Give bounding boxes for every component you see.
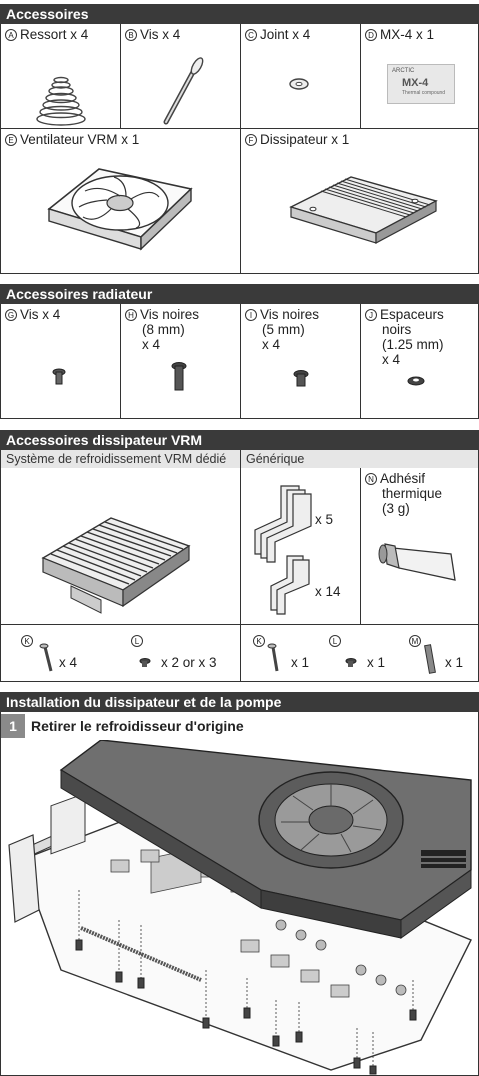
- qty-large: x 14: [315, 584, 341, 599]
- letter-badge: G: [5, 309, 17, 321]
- qty-k-left: x 4: [59, 655, 78, 670]
- short-screw-illustration: [1, 304, 121, 419]
- item-spring: [1, 24, 121, 129]
- letter-badge: E: [5, 134, 17, 146]
- letter-badge: H: [125, 309, 137, 321]
- qty-l-left: x 2 or x 3: [161, 655, 217, 670]
- step-title: Retirer le refroidisseur d'origine: [31, 718, 244, 734]
- item-heatsink: [241, 129, 478, 274]
- generic-label: Générique: [241, 450, 478, 468]
- section-header-vrm: Accessoires dissipateur VRM: [0, 430, 479, 450]
- item-label: Ventilateur VRM x 1: [20, 132, 140, 147]
- item-mx4: [361, 24, 478, 129]
- letter-badge: L: [329, 635, 341, 647]
- letter-badge: J: [365, 309, 377, 321]
- item-label: Vis x 4: [20, 307, 61, 322]
- item-size: (5 mm): [262, 322, 305, 337]
- vrm-grid: [0, 450, 479, 682]
- medium-black-screw-illustration: [241, 304, 361, 419]
- radiator-grid: [0, 304, 479, 419]
- letter-badge: F: [245, 134, 257, 146]
- qty-small: x 5: [315, 512, 334, 527]
- section-header-installation: Installation du dissipateur et de la pompe: [0, 692, 479, 712]
- letter-badge: D: [365, 29, 377, 41]
- item-label: Dissipateur x 1: [260, 132, 350, 147]
- vrm-screws-left-illustration: [1, 625, 241, 682]
- item-label: Espaceurs: [380, 307, 444, 322]
- item-label: Ressort x 4: [20, 27, 89, 42]
- mx4-packet: [387, 64, 455, 104]
- letter-badge: A: [5, 29, 17, 41]
- step-number: 1: [1, 714, 25, 738]
- item-label: Vis x 4: [140, 27, 181, 42]
- dedicated-vrm-label: Système de refroidissement VRM dédié: [1, 450, 241, 468]
- installation-panel: [0, 712, 479, 1076]
- item-thermal-adhesive: [361, 468, 478, 625]
- mx4-desc: Thermal compound: [402, 90, 446, 96]
- generic-thermal-pads: [241, 468, 361, 625]
- letter-badge: N: [365, 473, 377, 485]
- item-qty: x 4: [142, 337, 161, 352]
- item-label: Vis noires: [260, 307, 320, 322]
- fan-illustration: [1, 129, 241, 274]
- item-gasket: [241, 24, 361, 129]
- letter-badge: K: [253, 635, 265, 647]
- letter-badge: I: [245, 309, 257, 321]
- letter-badge: L: [131, 635, 143, 647]
- spring-illustration: [1, 24, 121, 129]
- item-label-2: noirs: [382, 322, 412, 337]
- adhesive-tube-illustration: [361, 468, 478, 625]
- long-black-screw-illustration: [121, 304, 241, 419]
- item-label-2: thermique: [382, 486, 443, 501]
- vrm-screw-row-right: [241, 625, 478, 682]
- screw-illustration: [121, 24, 241, 129]
- dedicated-vrm-heatsink: [1, 468, 241, 625]
- item-qty: (3 g): [382, 501, 410, 516]
- item-label: Joint x 4: [260, 27, 311, 42]
- item-vrm-fan: [1, 129, 241, 274]
- vrm-screws-right-illustration: [241, 625, 478, 682]
- item-label: Adhésif: [380, 471, 426, 486]
- qty-k-right: x 1: [291, 655, 310, 670]
- item-qty: x 4: [382, 352, 401, 367]
- spacer-illustration: [361, 304, 478, 419]
- letter-badge: K: [21, 635, 33, 647]
- vrm-heatsink-illustration: [1, 468, 241, 625]
- mx4-brand: ARCTIC: [392, 68, 415, 74]
- item-label: MX-4 x 1: [380, 27, 435, 42]
- item-radiator-screw: [1, 304, 121, 419]
- item-spacer: [361, 304, 478, 419]
- item-black-screw-8mm: [121, 304, 241, 419]
- gpu-exploded-illustration: [1, 740, 479, 1076]
- item-screw: [121, 24, 241, 129]
- letter-badge: B: [125, 29, 137, 41]
- qty-m-right: x 1: [445, 655, 464, 670]
- qty-l-right: x 1: [367, 655, 386, 670]
- vrm-screw-row-left: [1, 625, 241, 682]
- item-black-screw-5mm: [241, 304, 361, 419]
- letter-badge: M: [409, 635, 421, 647]
- letter-badge: C: [245, 29, 257, 41]
- item-size: (1.25 mm): [382, 337, 444, 352]
- gasket-illustration: [241, 24, 361, 129]
- item-size: (8 mm): [142, 322, 185, 337]
- section-header-radiator: Accessoires radiateur: [0, 284, 479, 304]
- item-qty: x 4: [262, 337, 281, 352]
- accessories-grid: [0, 24, 479, 274]
- section-header-accessories: Accessoires: [0, 4, 479, 24]
- thermal-pad-illustration: [241, 468, 361, 625]
- heatsink-illustration: [241, 129, 478, 274]
- item-label: Vis noires: [140, 307, 200, 322]
- mx4-name: MX-4: [402, 77, 429, 89]
